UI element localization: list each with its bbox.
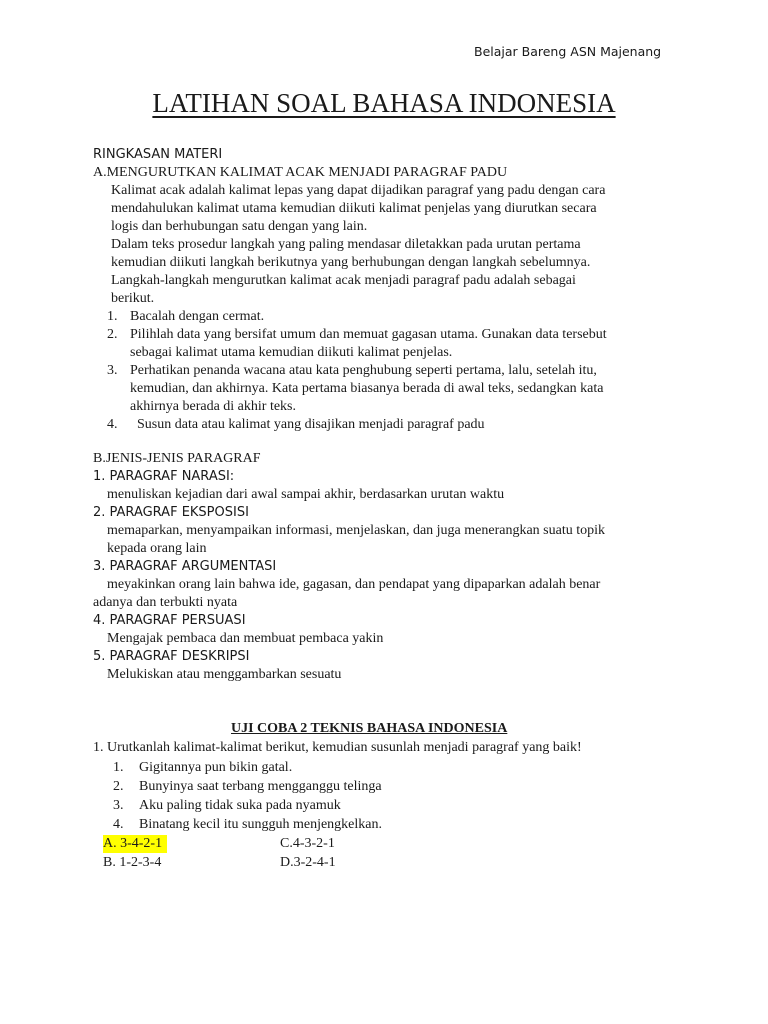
- exam-heading: UJI COBA 2 TEKNIS BAHASA INDONESIA: [231, 721, 508, 736]
- step-number: 3.: [107, 363, 118, 378]
- step-number: 1.: [107, 309, 118, 324]
- answer-option-c: C.4-3-2-1: [280, 836, 335, 851]
- paragraph-type-desc: menuliskan kejadian dari awal sampai akhir, berdasarkan urutan waktu: [107, 487, 505, 502]
- step-number: 2.: [107, 327, 118, 342]
- document-header: Belajar Bareng ASN Majenang: [474, 44, 662, 59]
- section-a-line: Dalam teks prosedur langkah yang paling mendasar diletakkan pada urutan pertama: [111, 237, 581, 252]
- paragraph-type-desc: adanya dan terbukti nyata: [93, 595, 238, 610]
- sentence-text: Binatang kecil itu sungguh menjengkelkan.: [139, 817, 383, 832]
- step-text: Pilihlah data yang bersifat umum dan memuat gagasan utama. Gunakan data tersebut: [130, 327, 607, 342]
- paragraph-type-name: 3. PARAGRAF ARGUMENTASI: [93, 559, 277, 574]
- step-text: Susun data atau kalimat yang disajikan menjadi paragraf padu: [137, 417, 485, 432]
- section-a-line: kemudian diikuti langkah berikutnya yang berhubungan dengan langkah sebelumnya.: [111, 255, 591, 270]
- sentence-number: 2.: [113, 779, 124, 794]
- section-a-line: berikut.: [111, 291, 155, 306]
- step-text: Perhatikan penanda wacana atau kata penghubung seperti pertama, lalu, setelah itu,: [130, 363, 597, 378]
- paragraph-type-desc: Melukiskan atau menggambarkan sesuatu: [107, 667, 342, 682]
- paragraph-type-desc: Mengajak pembaca dan membuat pembaca yakin: [107, 631, 384, 646]
- sentence-text: Bunyinya saat terbang mengganggu telinga: [139, 779, 382, 794]
- sentence-number: 4.: [113, 817, 124, 832]
- summary-heading: RINGKASAN MATERI: [93, 147, 223, 162]
- step-text: kemudian, dan akhirnya. Kata pertama biasanya berada di awal teks, sedangkan kata: [130, 381, 604, 396]
- paragraph-type-name: 4. PARAGRAF PERSUASI: [93, 613, 246, 628]
- section-a-line: Langkah-langkah mengurutkan kalimat acak menjadi paragraf padu adalah sebagai: [111, 273, 576, 288]
- paragraph-type-name: 2. PARAGRAF EKSPOSISI: [93, 505, 249, 520]
- section-a-line: Kalimat acak adalah kalimat lepas yang dapat dijadikan paragraf yang padu dengan cara: [111, 183, 606, 198]
- step-text: Bacalah dengan cermat.: [130, 309, 265, 324]
- section-a-line: mendahulukan kalimat utama kemudian diikuti kalimat penjelas yang diurutkan secara: [111, 201, 597, 216]
- answer-option-b: B. 1-2-3-4: [103, 855, 162, 870]
- sentence-text: Aku paling tidak suka pada nyamuk: [139, 798, 341, 813]
- question-text: 1. Urutkanlah kalimat-kalimat berikut, kemudian susunlah menjadi paragraf yang baik!: [93, 740, 582, 755]
- answer-option-d: D.3-2-4-1: [280, 855, 336, 870]
- paragraph-type-desc: memaparkan, menyampaikan informasi, menjelaskan, dan juga menerangkan suatu topik: [107, 523, 606, 538]
- paragraph-type-name: 1. PARAGRAF NARASI:: [93, 469, 235, 484]
- section-a-line: logis dan berhubungan satu dengan yang lain.: [111, 219, 368, 234]
- section-a-heading: A.MENGURUTKAN KALIMAT ACAK MENJADI PARAGRAF PADU: [93, 165, 508, 180]
- sentence-text: Gigitannya pun bikin gatal.: [139, 760, 293, 775]
- paragraph-type-name: 5. PARAGRAF DESKRIPSI: [93, 649, 250, 664]
- paragraph-type-desc: kepada orang lain: [107, 541, 207, 556]
- page-title: LATIHAN SOAL BAHASA INDONESIA: [152, 88, 616, 118]
- section-b-heading: B.JENIS-JENIS PARAGRAF: [93, 451, 261, 466]
- step-text: sebagai kalimat utama kemudian diikuti kalimat penjelas.: [130, 345, 453, 360]
- sentence-number: 3.: [113, 798, 124, 813]
- step-number: 4.: [107, 417, 118, 432]
- sentence-number: 1.: [113, 760, 124, 775]
- answer-option-a: A. 3-4-2-1: [103, 835, 167, 853]
- paragraph-type-desc: meyakinkan orang lain bahwa ide, gagasan, dan pendapat yang dipaparkan adalah benar: [107, 577, 601, 592]
- step-text: akhirnya berada di akhir teks.: [130, 399, 296, 414]
